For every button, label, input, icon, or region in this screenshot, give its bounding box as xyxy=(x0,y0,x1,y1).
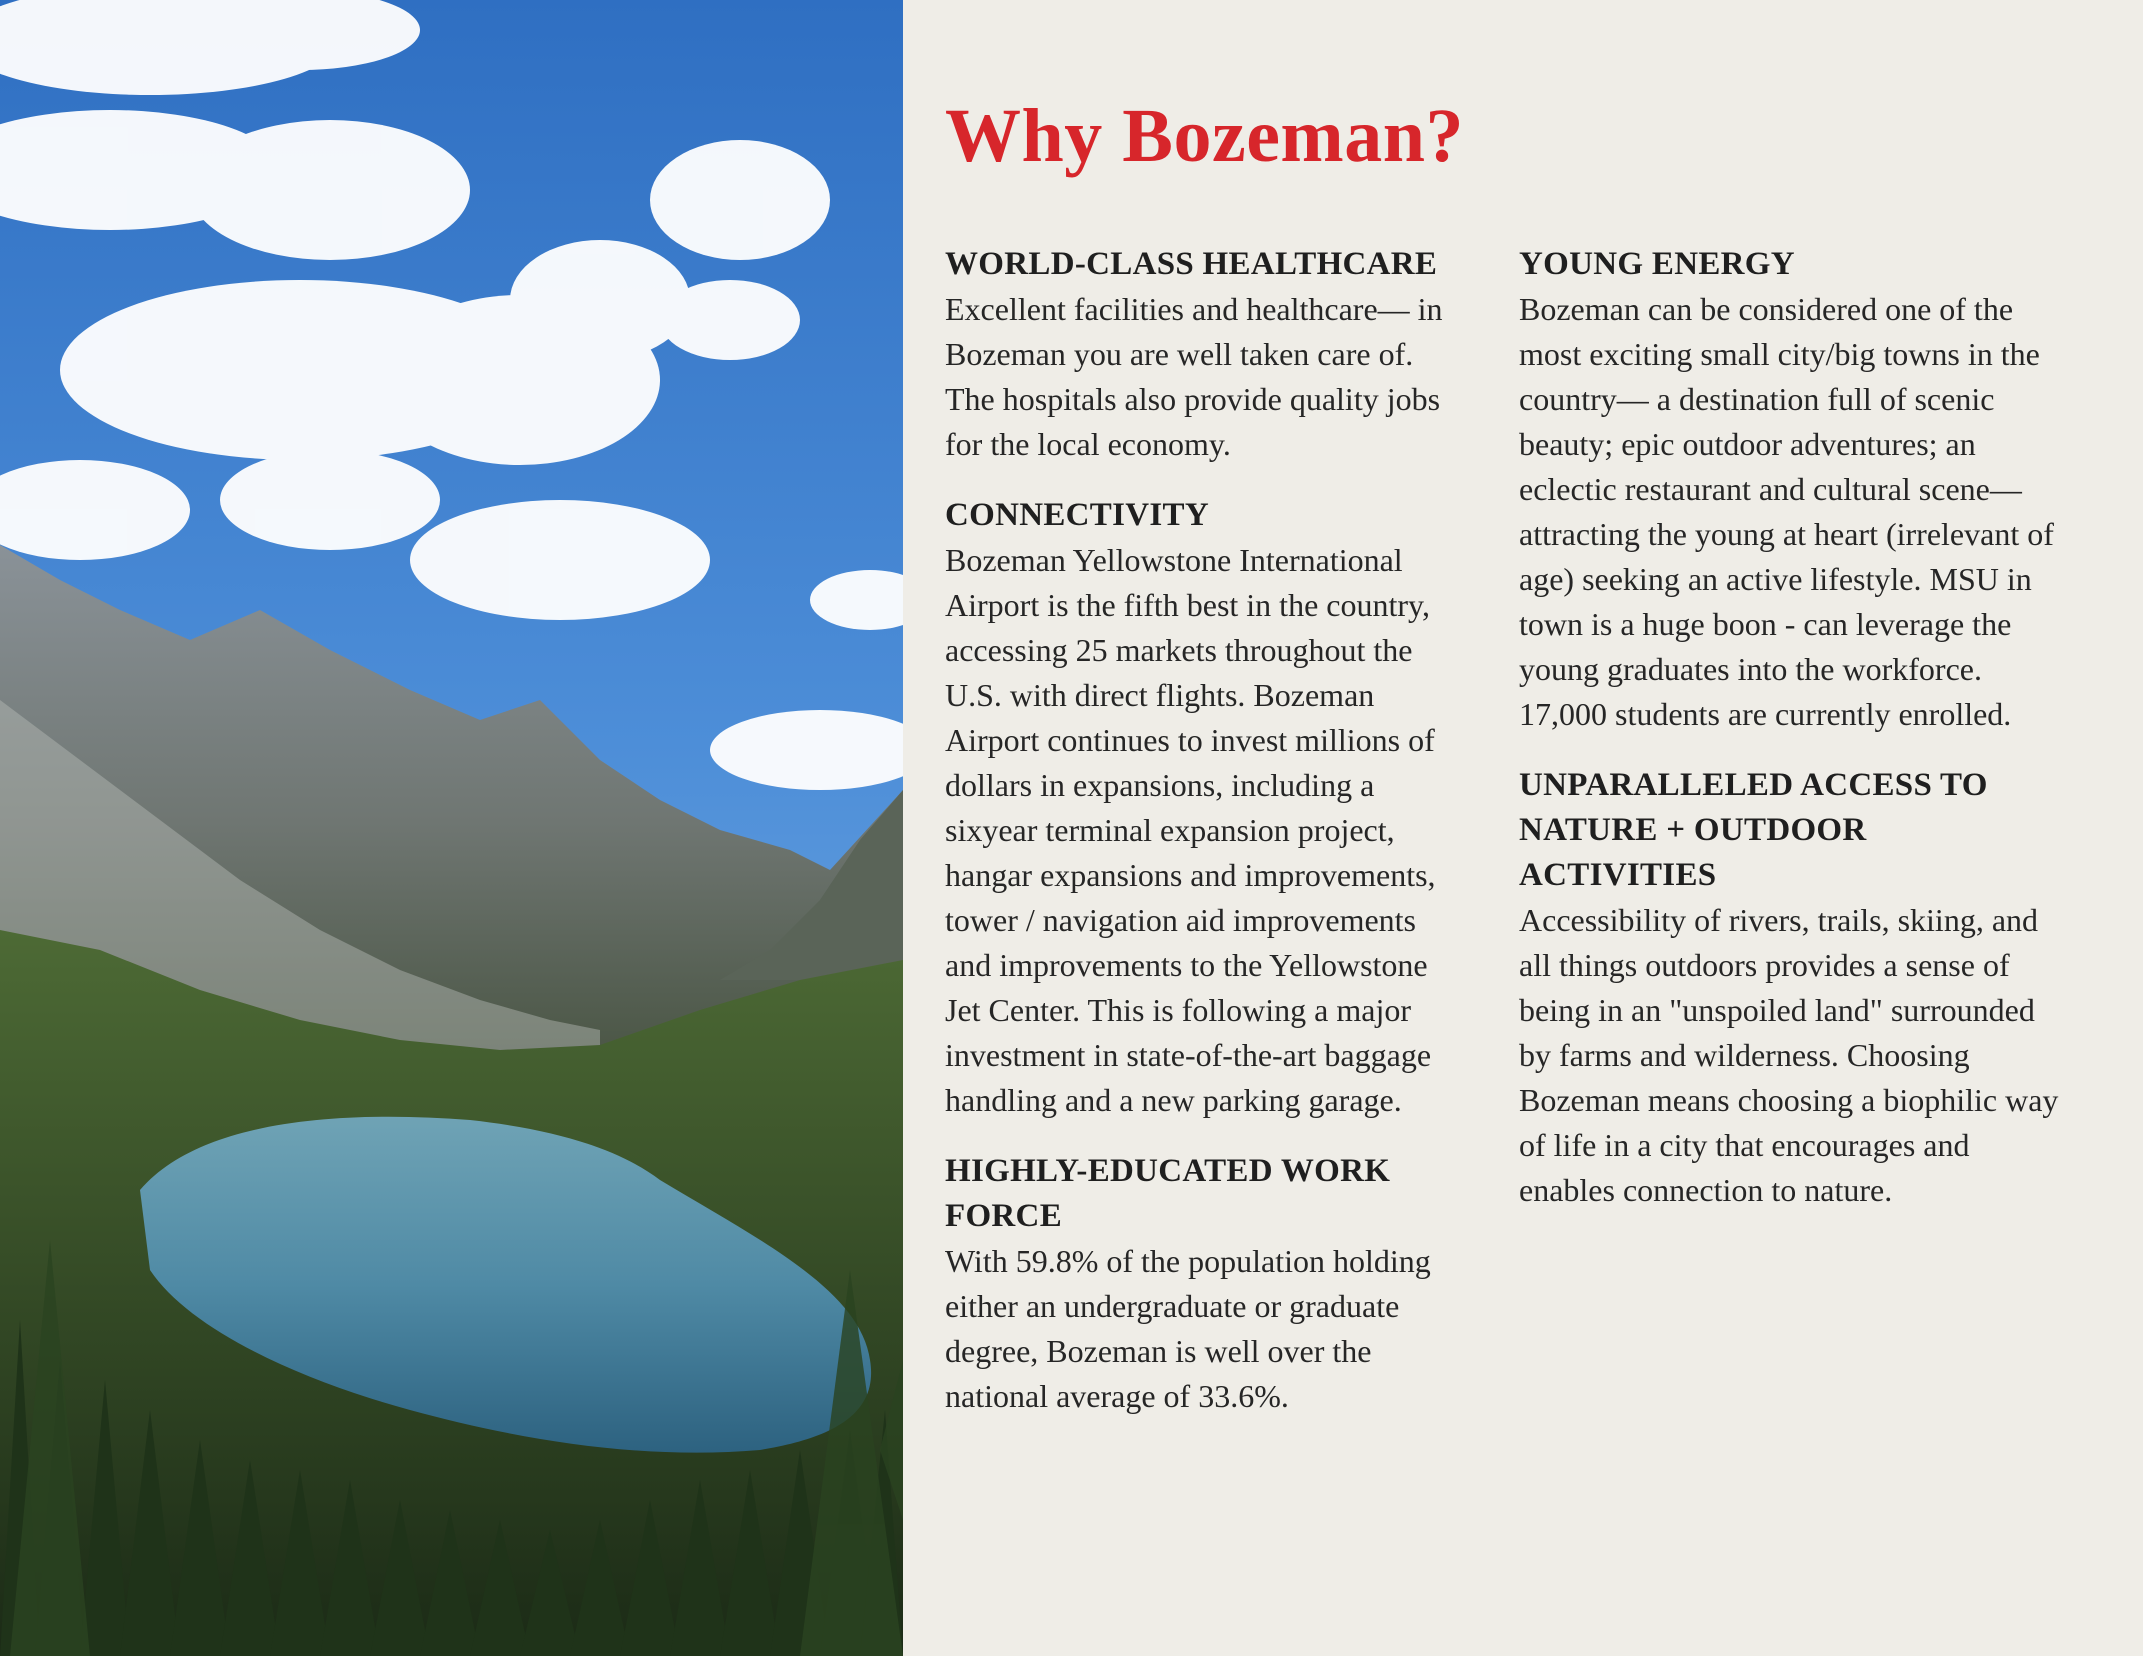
section-heading: CONNECTIVITY xyxy=(945,497,1209,533)
landscape-photo xyxy=(0,0,903,1656)
section-body: Bozeman can be considered one of the most exciting small city/big towns in the country— a destination full of scenic beauty; epic outdoor adventures; an eclectic restaurant and cultural scene— attracting the young at heart (irrelevant of age) seeking an active lifestyle. MSU in town is a huge boon - can leverage the young graduates into the workforce. 17,000 students are currently enrolled. xyxy=(1519,291,2054,732)
page-title: Why Bozeman? xyxy=(945,94,1464,178)
section-young-energy xyxy=(1519,242,2059,737)
section-connectivity xyxy=(945,493,1465,1123)
section-body: Accessibility of rivers, trails, skiing, and all things outdoors provides a sense of being in an "unspoiled land" surrounded by farms and wilderness. Choosing Bozeman means choosing a biophilic way of life in a city that encourages and enables connection to nature. xyxy=(1519,902,2059,1208)
section-nature xyxy=(1519,763,2059,1213)
section-heading: WORLD-CLASS HEALTHCARE xyxy=(945,246,1438,282)
section-workforce xyxy=(945,1149,1465,1419)
left-column xyxy=(945,242,1465,1445)
section-heading: UNPARALLELED ACCESS TO NATURE + OUTDOOR ACTIVITIES xyxy=(1519,767,1988,893)
main-content xyxy=(945,92,2075,1632)
right-column xyxy=(1519,242,2059,1239)
section-body: Excellent facilities and healthcare— in Bozeman you are well taken care of. The hospitals also provide quality jobs for the local economy. xyxy=(945,291,1443,462)
section-heading: HIGHLY-EDUCATED WORK FORCE xyxy=(945,1153,1391,1234)
section-body: Bozeman Yellowstone International Airport is the fifth best in the country, accessing 25 markets throughout the U.S. with direct flights. Bozeman Airport continues to invest millions of dollars in expansions, including a sixyear terminal expansion project, hangar expansions and improvements, tower / navigation aid improvements and improvements to the Yellowstone Jet Center. This is following a major investment in state-of-the-art baggage handling and a new parking garage. xyxy=(945,542,1436,1118)
section-body: With 59.8% of the population holding either an undergraduate or graduate degree, Bozeman is well over the national average of 33.6%. xyxy=(945,1243,1431,1414)
section-heading: YOUNG ENERGY xyxy=(1519,246,1795,282)
section-healthcare xyxy=(945,242,1465,467)
